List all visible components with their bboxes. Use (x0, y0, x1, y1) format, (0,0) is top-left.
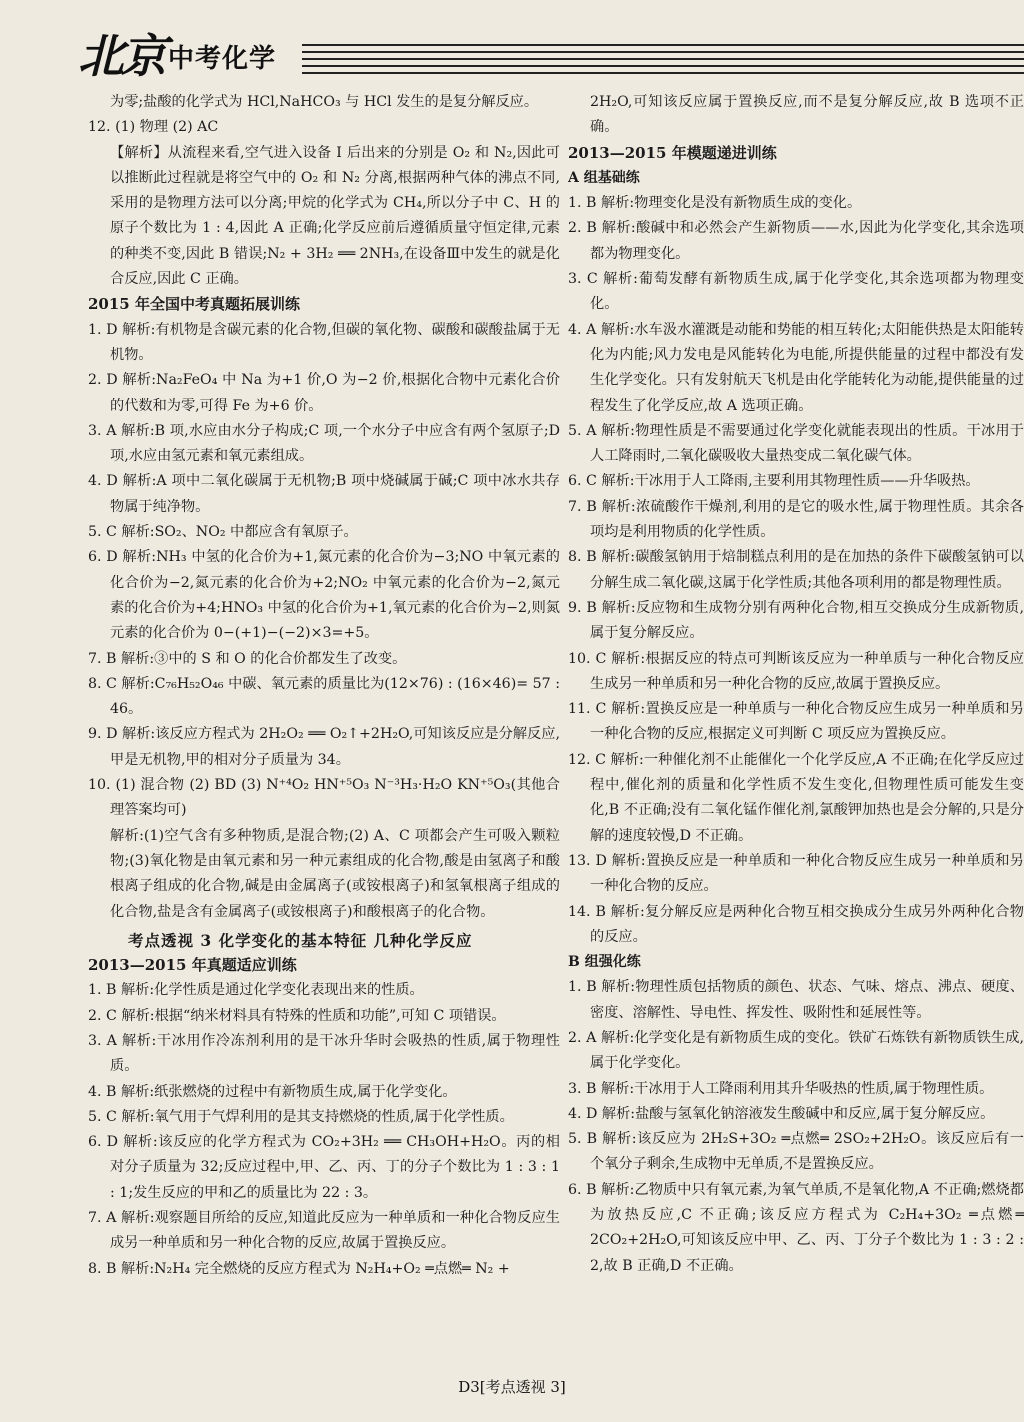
group-heading: A 组基础练 (568, 169, 640, 186)
right-column (568, 90, 1024, 1279)
answer-paragraph: 2. C 解析:根据“纳米材料具有特殊的性质和功能”,可知 C 项错误。 (88, 1007, 506, 1024)
answer-paragraph: 7. A 解析:观察题目所给的反应,知道此反应为一种单质和一种化合物反应生成另一种单质和另一种化合物的反应,故属于置换反应。 (88, 1210, 560, 1252)
answer-paragraph: 1. B 解析:物理性质包括物质的颜色、状态、气味、熔点、沸点、硬度、密度、溶解性、导电性、挥发性、吸附性和延展性等。 (568, 979, 1024, 1021)
answer-paragraph: 10. (1) 混合物 (2) BD (3) N⁺⁴O₂ HN⁺⁵O₃ N⁻³H₃·H₂O KN⁺⁵O₃(其他合理答案均可) (88, 777, 560, 819)
answer-paragraph: 5. C 解析:氧气用于气焊利用的是其支持燃烧的性质,属于化学性质。 (88, 1108, 514, 1125)
answer-paragraph: 12. (1) 物理 (2) AC (88, 119, 219, 136)
answer-paragraph: 8. B 解析:碳酸氢钠用于焙制糕点利用的是在加热的条件下碳酸氢钠可以分解生成二氧化碳,这属于化学性质;其他各项利用的都是物理性质。 (568, 549, 1024, 591)
answer-paragraph: 4. D 解析:A 项中二氧化碳属于无机物;B 项中烧碱属于碱;C 项中冰水共存物属于纯净物。 (88, 473, 560, 515)
book-subject: 中考化学 (168, 44, 277, 74)
answer-paragraph: 4. B 解析:纸张燃烧的过程中有新物质生成,属于化学变化。 (88, 1083, 457, 1100)
answer-paragraph: 2. A 解析:化学变化是有新物质生成的变化。铁矿石炼铁有新物质铁生成,属于化学变化。 (568, 1029, 1024, 1072)
group-heading: B 组强化练 (568, 954, 641, 971)
answer-paragraph: 2H₂O,可知该反应属于置换反应,而不是复分解反应,故 B 选项不正确。 (590, 94, 1024, 136)
answer-paragraph: 8. C 解析:C₇₆H₅₂O₄₆ 中碳、氧元素的质量比为(12×76) : (16×46)= 57 : 46。 (88, 675, 560, 718)
answer-paragraph: 为零;盐酸的化学式为 HCl,NaHCO₃ 与 HCl 发生的是复分解反应。 (110, 94, 539, 110)
answer-paragraph: 9. D 解析:该反应方程式为 2H₂O₂ ══ O₂↑+2H₂O,可知该反应是分解反应,甲是无机物,甲的相对分子质量为 34。 (88, 726, 560, 768)
answer-paragraph: 5. B 解析:该反应为 2H₂S+3O₂ ═点燃═ 2SO₂+2H₂O。该反应后有一个氧分子剩余,生成物中无单质,不是置换反应。 (568, 1131, 1024, 1173)
answer-paragraph: 6. D 解析:该反应的化学方程式为 CO₂+3H₂ ══ CH₃OH+H₂O。丙的相对分子质量为 32;反应过程中,甲、乙、丙、丁的分子个数比为 1 : 3 : 1 : 1;发生反应的甲和乙的质量比为 22 : 3。 (88, 1134, 560, 1201)
answer-paragraph: 8. B 解析:N₂H₄ 完全燃烧的反应方程式为 N₂H₄+O₂ ═点燃═ N₂ + (88, 1260, 510, 1277)
answer-paragraph: 13. D 解析:置换反应是一种单质和一种化合物反应生成另一种单质和另一种化合物的反应。 (568, 852, 1024, 895)
answer-paragraph: 【解析】从流程来看,空气进入设备 Ⅰ 后出来的分别是 O₂ 和 N₂,因此可以推断此过程就是将空气中的 O₂ 和 N₂ 分离,根据两种气体的沸点不同,采用的是物理方法可以分离;甲烷的化学式为 CH₄,所以分子中 C、H 的原子个数比为 1 : 4,因此 A 正确;化学反应前后遵循质量守恒定律,元素的种类不变,因此 B 错误;N₂ + 3H₂ ══ 2NH₃,在设备Ⅲ中发生的就是化合反应,因此 C 正确。 (110, 144, 560, 288)
chapter-heading: 考点透视 3 化学变化的基本特征 几种化学反应 (128, 930, 473, 950)
answer-paragraph: 7. B 解析:浓硫酸作干燥剂,利用的是它的吸水性,属于物理性质。其余各项均是利用物质的化学性质。 (568, 498, 1024, 541)
answer-paragraph: 4. D 解析:盐酸与氢氧化钠溶液发生酸碱中和反应,属于复分解反应。 (568, 1105, 995, 1122)
answer-paragraph: 5. C 解析:SO₂、NO₂ 中都应含有氧原子。 (88, 524, 358, 541)
answer-paragraph: 6. D 解析:NH₃ 中氢的化合价为+1,氮元素的化合价为−3;NO 中氧元素的化合价为−2,氮元素的化合价为+2;NO₂ 中氧元素的化合价为−2,氮元素的化合价为+4;HNO₃ 中氢的化合价为+1,氧元素的化合价为−2,则氮元素的化合价为 0−(+1)−(−2)×3=+5。 (88, 549, 560, 642)
answer-paragraph: 3. A 解析:B 项,水应由水分子构成;C 项,一个水分子中应含有两个氢原子;D 项,水应由氢元素和氧元素组成。 (88, 422, 560, 465)
answer-paragraph: 1. B 解析:物理变化是没有新物质生成的变化。 (568, 195, 862, 212)
left-column (88, 90, 560, 1282)
answer-paragraph: 7. B 解析:③中的 S 和 O 的化合价都发生了改变。 (88, 650, 407, 667)
page-footer: D3[考点透视 3] (458, 1378, 566, 1396)
answer-paragraph: 6. C 解析:干冰用于人工降雨,主要利用其物理性质——升华吸热。 (568, 473, 980, 490)
page-header (0, 0, 1024, 86)
answer-paragraph: 12. C 解析:一种催化剂不止能催化一个化学反应,A 不正确;在化学反应过程中,催化剂的质量和化学性质不发生变化,但物理性质可能发生变化,B 不正确;没有二氧化锰作催化剂,氯酸钾加热也是会分解的,只是分解的速度较慢,D 不正确。 (568, 751, 1024, 844)
answer-paragraph: 解析:(1)空气含有多种物质,是混合物;(2) A、C 项都会产生可吸入颗粒物;(3)氧化物是由氧元素和另一种元素组成的化合物,酸是由氢离子和酸根离子组成的化合物,碱是由金属离子(或铵根离子)和氢氧根离子组成的化合物,盐是含有金属离子(或铵根离子)和酸根离子的化合物。 (110, 827, 560, 920)
answer-paragraph: 1. B 解析:化学性质是通过化学变化表现出来的性质。 (88, 982, 424, 999)
book-logo: 北京 (78, 29, 164, 83)
section-heading: 2013—2015 年模题递进训练 (568, 143, 777, 162)
section-heading: 2015 年全国中考真题拓展训练 (88, 295, 300, 314)
section-heading: 2013—2015 年真题适应训练 (88, 956, 297, 975)
answer-paragraph: 9. B 解析:反应物和生成物分别有两种化合物,相互交换成分生成新物质,属于复分解反应。 (568, 599, 1024, 642)
answer-paragraph: 6. B 解析:乙物质中只有氧元素,为氧气单质,不是氧化物,A 不正确;燃烧都为放热反应,C 不正确;该反应方程式为 C₂H₄+3O₂ ═点燃═ 2CO₂+2H₂O,可知该反应中甲、乙、丙、丁分子个数比为 1 : 3 : 2 : 2,故 B 正确,D 不正确。 (568, 1181, 1024, 1274)
answer-paragraph: 14. B 解析:复分解反应是两种化合物互相交换成分生成另外两种化合物的反应。 (568, 903, 1024, 945)
answer-paragraph: 11. C 解析:置换反应是一种单质与一种化合物反应生成另一种单质和另一种化合物的反应,根据定义可判断 C 项反应为置换反应。 (568, 701, 1024, 743)
answer-paragraph: 10. C 解析:根据反应的特点可判断该反应为一种单质与一种化合物反应生成另一种单质和另一种化合物的反应,故属于置换反应。 (568, 650, 1024, 692)
answer-paragraph: 5. A 解析:物理性质是不需要通过化学变化就能表现出的性质。干冰用于人工降雨时,二氧化碳吸收大量热变成二氧化碳气体。 (568, 422, 1024, 465)
header-rules (302, 44, 1024, 79)
answer-paragraph: 4. A 解析:水车汲水灌溉是动能和势能的相互转化;太阳能供热是太阳能转化为内能;风力发电是风能转化为电能,所提供能量的过程中都没有发生化学变化。只有发射航天飞机是由化学能转化为动能,提供能量的过程发生了化学反应,故 A 选项正确。 (568, 321, 1024, 414)
answer-paragraph: 2. B 解析:酸碱中和必然会产生新物质——水,因此为化学变化,其余选项都为物理变化。 (568, 220, 1024, 262)
answer-paragraph: 3. C 解析:葡萄发酵有新物质生成,属于化学变化,其余选项都为物理变化。 (568, 271, 1024, 313)
answer-paragraph: 1. D 解析:有机物是含碳元素的化合物,但碳的氧化物、碳酸和碳酸盐属于无机物。 (88, 321, 560, 363)
answer-paragraph: 2. D 解析:Na₂FeO₄ 中 Na 为+1 价,O 为−2 价,根据化合物中元素化合价的代数和为零,可得 Fe 为+6 价。 (88, 372, 560, 414)
answer-paragraph: 3. A 解析:干冰用作冷冻剂利用的是干冰升华时会吸热的性质,属于物理性质。 (88, 1032, 560, 1075)
answer-paragraph: 3. B 解析:干冰用于人工降雨利用其升华吸热的性质,属于物理性质。 (568, 1080, 994, 1097)
